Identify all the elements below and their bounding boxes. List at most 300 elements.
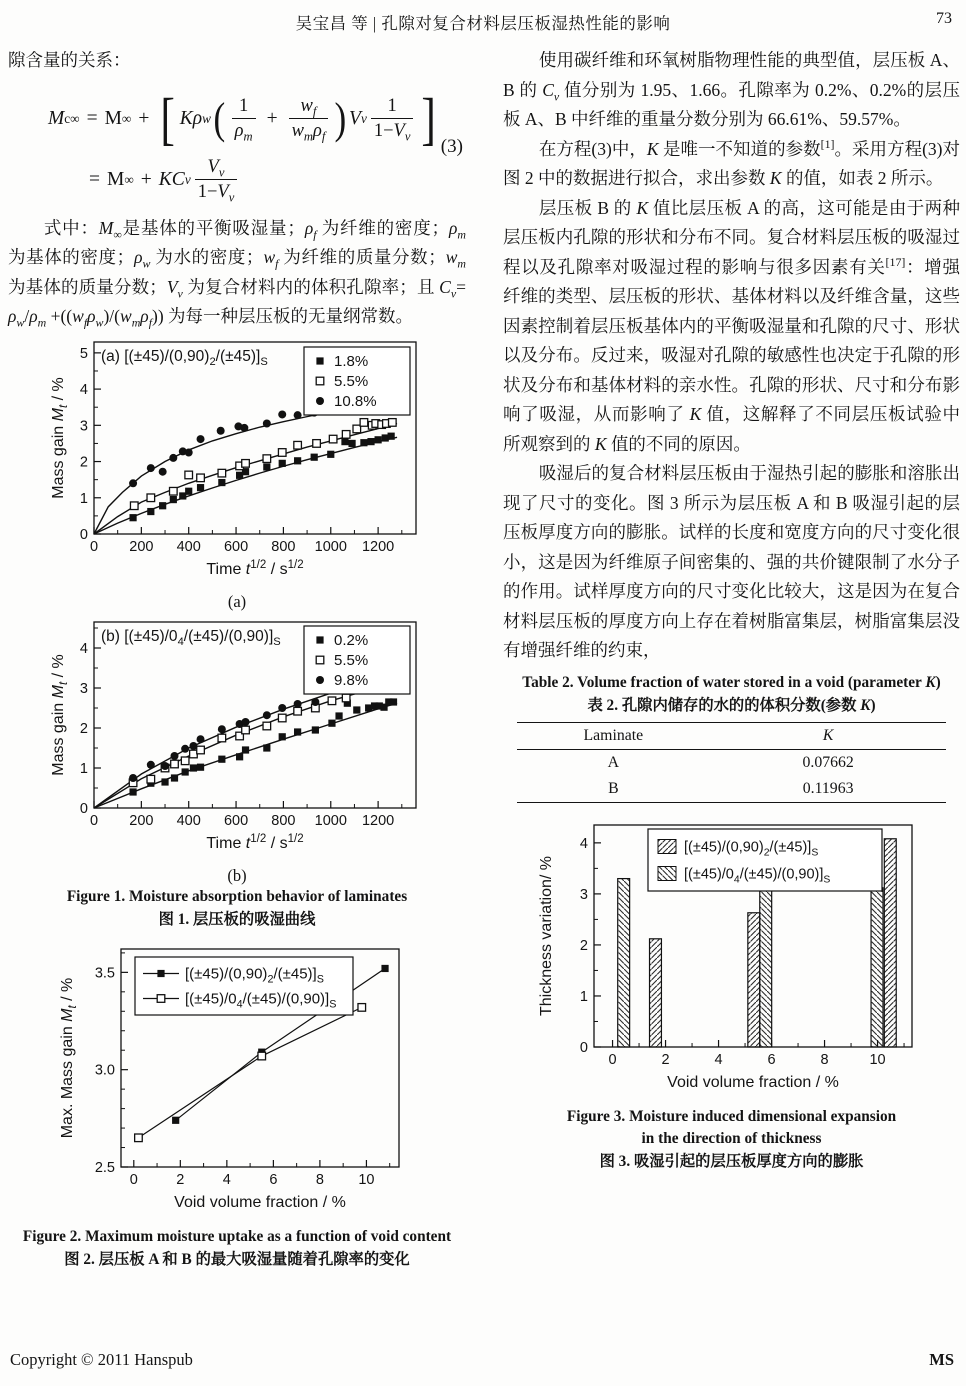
marker-open-square [147, 493, 155, 501]
left-column [8, 46, 466, 1271]
eq-term: V [217, 182, 229, 202]
figure3-chart [536, 815, 928, 1101]
text-segment: 是唯一不知道的参数 [658, 138, 821, 159]
eq-term: V [393, 121, 405, 141]
figure2-chart [57, 937, 417, 1221]
x-tick-label: 1000 [314, 538, 347, 555]
plot-title: (a) $[(\pm 45)/(0,90)_2/(\pm 45)]_S$ [101, 347, 268, 368]
marker-filled-circle [171, 752, 179, 760]
text-segment: 为纤维的密度； [316, 217, 450, 238]
text-segment: 为复合材料内的体积孔隙率；且 [182, 276, 440, 297]
marker-filled-square [335, 712, 342, 719]
marker-filled-circle [316, 397, 324, 405]
text-segment: ρ [8, 306, 17, 326]
text-segment: ρ [29, 306, 38, 326]
marker-filled-square [360, 439, 367, 446]
text-segment: = [456, 276, 467, 297]
y-tick-label: 1 [79, 490, 88, 507]
eq-fraction [289, 94, 329, 143]
text-segment: K [860, 696, 871, 714]
marker-filled-square [129, 788, 136, 795]
plot-title: (b) $[(\pm 45)/0_4/(\pm 45)/(0,90)]_S$ [101, 627, 281, 648]
text-segment: 为纤维的质量分数； [278, 247, 446, 267]
marker-open-square [360, 418, 368, 426]
y-tick-label: 3 [79, 417, 88, 434]
figure2-caption-zh: 图 2. 层压板 A 和 B 的最大吸湿量随着孔隙率的变化 [64, 1250, 410, 1268]
marker-filled-square [367, 438, 374, 445]
figure1b-sublabel: (b) [227, 865, 247, 885]
text-segment: M [98, 217, 114, 238]
marker-open-square [218, 734, 226, 742]
y-tick-label: 4 [579, 835, 588, 852]
y-tick-label: 1 [579, 988, 588, 1005]
marker-filled-square [129, 514, 136, 521]
eq-term: V [207, 156, 219, 177]
x-tick-label: 4 [222, 1171, 231, 1188]
marker-open-square [258, 1052, 266, 1060]
marker-filled-circle [242, 718, 250, 726]
eq-right-bracket: ] [421, 85, 437, 151]
eq-operator: + [140, 168, 152, 190]
text-segment: m [457, 256, 467, 271]
figure-1b [8, 614, 466, 886]
text-segment: w [95, 315, 104, 330]
text-segment: m [131, 315, 141, 330]
equation-line-2: = M ∞ + KC v $\frac{V_v}{1-V_v}$ [48, 152, 441, 208]
table2-head [517, 722, 947, 749]
marker-filled-square [236, 753, 243, 760]
eq-sub: f [321, 129, 326, 144]
x-tick-label: 1200 [361, 812, 395, 829]
marker-filled-square [242, 746, 249, 753]
marker-filled-square [172, 1116, 179, 1123]
text-segment: w [142, 256, 151, 271]
text-segment: Table 2. Volume fraction of water stored in a void (parameter [522, 673, 926, 691]
table2-laminate-b: B [608, 779, 619, 797]
eq-fraction [232, 94, 256, 143]
text-segment: [17] [885, 254, 906, 269]
text-segment: V [166, 276, 178, 297]
marker-filled-square [161, 778, 168, 785]
y-tick-label: 0 [79, 526, 88, 543]
marker-filled-circle [129, 774, 137, 782]
figure2-caption-en: Figure 2. Maximum moisture uptake as a function of void content [22, 1227, 452, 1245]
text-segment: f [148, 315, 152, 330]
equation-3 [8, 86, 466, 208]
bar [649, 938, 661, 1046]
marker-filled-square [197, 763, 204, 770]
text-segment: C [439, 276, 451, 297]
y-axis-label: Thickness variation/ % [537, 855, 555, 1016]
y-tick-label: 5 [79, 345, 88, 362]
fit-curve [94, 437, 397, 534]
paragraph-cv-values [503, 46, 960, 135]
marker-filled-square [390, 698, 397, 705]
legend-label: $[(\pm 45)/0_4/(\pm 45)/(0,90)]_S$ [683, 866, 830, 885]
marker-filled-square [341, 438, 348, 445]
marker-filled-square [294, 728, 301, 735]
x-tick-label: 2 [661, 1051, 670, 1068]
text-segment: ρ [140, 306, 149, 326]
text-segment: 值比层压板 A 的高，这可能是由于两种层压板内孔隙的形状和分布不同。复合材料层压板的吸湿过程以及孔隙率对吸湿过程的影响与很多因素有关 [503, 197, 960, 277]
eq-term: V [349, 107, 361, 129]
eq-operator: + [138, 107, 150, 129]
table2-k-b: 0.11963 [802, 779, 854, 797]
eq-term: M [104, 107, 122, 129]
eq-denominator [289, 118, 329, 143]
bar [617, 878, 629, 1046]
copyright-notice: Copyright © 2011 Hanspub [10, 1350, 193, 1369]
marker-filled-circle [263, 419, 271, 427]
text-segment: w [263, 247, 276, 267]
marker-filled-square [185, 487, 192, 494]
marker-filled-square [316, 357, 323, 364]
marker-open-square [389, 418, 397, 426]
eq-operator: + [266, 107, 278, 129]
marker-open-square [294, 441, 302, 449]
marker-filled-circle [197, 435, 205, 443]
y-tick-label: 3 [579, 886, 588, 903]
x-tick-label: 800 [271, 812, 296, 829]
marker-open-square [130, 501, 138, 509]
text-segment: 使用碳纤维和环氧树脂物理性能的典型值，层压板 A、B 的 [503, 50, 960, 100]
legend-label: $[(\pm 45)/0_4/(\pm 45)/(0,90)]_S$ [185, 990, 337, 1010]
x-tick-label: 10 [868, 1051, 886, 1068]
legend-label: 5.5% [334, 651, 369, 669]
text-segment: [1] [820, 136, 835, 151]
legend-label: 0.2% [334, 631, 369, 649]
x-axis-label: Void volume fraction / % [666, 1073, 839, 1091]
y-axis-label: Max. Mass gain $M_t$ / % [59, 977, 80, 1138]
eq-operator: = [86, 107, 98, 129]
figure3-caption-en-line2: in the direction of thickness [641, 1129, 822, 1147]
legend-label: 9.8% [334, 671, 369, 689]
x-tick-label: 600 [223, 812, 249, 829]
figure1-caption-zh: 图 1. 层压板的吸湿曲线 [158, 910, 316, 928]
eq-term: w [300, 95, 313, 116]
marker-open-square [316, 377, 324, 385]
text-segment: ) [870, 696, 876, 714]
marker-open-square [147, 775, 155, 783]
table-row [517, 776, 947, 803]
marker-open-square [263, 454, 271, 462]
figure3-caption-en-line1: Figure 3. Moisture induced dimensional expansion [566, 1107, 897, 1125]
marker-open-square [181, 757, 189, 765]
text-segment: v [553, 89, 560, 103]
legend-label: $[(\pm 45)/(0,90)_2/(\pm 45)]_S$ [185, 965, 324, 985]
marker-filled-circle [218, 725, 226, 733]
marker-open-square [358, 1003, 366, 1011]
eq-term: ρ [234, 121, 244, 141]
x-tick-label: 6 [767, 1051, 776, 1068]
marker-filled-circle [147, 760, 155, 768]
marker-open-square [135, 1134, 143, 1142]
y-tick-label: 3 [79, 680, 88, 697]
marker-filled-square [159, 502, 166, 509]
legend-swatch [658, 839, 676, 853]
marker-open-square [197, 474, 205, 482]
x-tick-label: 200 [129, 812, 154, 829]
y-tick-label: 3.5 [94, 964, 115, 981]
eq-term: 1− [197, 182, 218, 202]
marker-open-square [313, 439, 321, 447]
eq-term: 1− [373, 121, 394, 141]
legend-label: 10.8% [334, 392, 377, 410]
x-tick-label: 0 [89, 812, 99, 829]
text-segment: K [594, 433, 607, 454]
marker-filled-circle [147, 464, 155, 472]
y-tick-label: 0 [79, 800, 88, 817]
table-row [517, 749, 947, 776]
paragraph-continuation: 隙含量的关系： [8, 50, 131, 70]
text-segment: 为水的密度； [150, 247, 264, 267]
text-segment: w [72, 306, 84, 326]
x-tick-label: 10 [358, 1171, 375, 1188]
figure1a-chart [48, 334, 426, 586]
eq-sub: v [228, 190, 235, 205]
eq-left-bracket: [ [160, 85, 176, 151]
eq-sub: m [303, 129, 313, 144]
eq-operator: = [89, 168, 100, 190]
text-segment: w [445, 247, 458, 267]
series-line [138, 1007, 361, 1137]
x-tick-label: 400 [176, 812, 201, 829]
eq-fraction [195, 155, 238, 204]
table2-header-row [517, 722, 947, 749]
eq-sub: v [218, 165, 225, 180]
text-segment: C [542, 79, 554, 100]
x-tick-label: 0 [129, 1171, 138, 1188]
y-tick-label: 3.0 [94, 1062, 115, 1079]
table2-caption-en [503, 672, 960, 694]
marker-open-square [278, 448, 286, 456]
eq-sub: f [312, 104, 317, 119]
eq-numerator [298, 94, 320, 118]
paragraph-k-comparison [503, 194, 960, 460]
text-segment: w [16, 315, 25, 330]
text-segment: ) [935, 673, 941, 691]
x-tick-label: 600 [223, 538, 249, 555]
marker-open-square [328, 697, 336, 705]
y-axis-label: Mass gain $M_t$ / % [50, 376, 71, 499]
table2-body [517, 749, 947, 802]
x-tick-label: 8 [820, 1051, 829, 1068]
marker-filled-square [263, 463, 270, 470]
eq-numerator [205, 155, 228, 179]
marker-filled-circle [185, 448, 193, 456]
text-segment: ρ [134, 247, 143, 267]
text-segment: 的值，如表 2 所示。 [781, 168, 944, 188]
marker-open-square [171, 760, 179, 768]
text-segment: v [450, 286, 457, 300]
figure-2 [8, 937, 466, 1226]
text-segment: 是基体的平衡吸湿量； [121, 217, 305, 238]
page-number: 73 [936, 10, 952, 27]
text-segment: 。采用方程(3)对图 2 中的数据进行拟合，求出参数 [503, 138, 961, 188]
text-segment: K [769, 168, 782, 188]
marker-filled-square [388, 432, 395, 439]
eq-term: w [291, 121, 304, 141]
eq-denominator [195, 179, 238, 204]
text-segment: / [24, 306, 30, 326]
marker-filled-circle [294, 411, 302, 419]
x-tick-label: 0 [608, 1051, 617, 1068]
x-tick-label: 800 [271, 538, 296, 555]
y-tick-label: 4 [79, 381, 88, 398]
text-segment: 值分别为 1.95、1.66。孔隙率为 0.2%、0.2%的层压板 A、B 中纤维的重量分数分别为 66.61%、59.57%。 [503, 79, 960, 129]
figure1a-sublabel: (a) [227, 591, 247, 611]
marker-filled-square [170, 495, 177, 502]
marker-filled-square [327, 450, 334, 457]
x-tick-label: 0 [89, 538, 99, 555]
y-tick-label: 1 [79, 760, 88, 777]
eq-term: ρ [313, 121, 322, 141]
x-tick-label: 400 [176, 538, 201, 555]
marker-open-square [342, 694, 350, 702]
eq-sub: m [243, 129, 253, 144]
marker-filled-square [279, 459, 286, 466]
marker-filled-square [375, 436, 382, 443]
eq-term: Kρ [179, 107, 203, 129]
marker-filled-circle [278, 410, 286, 418]
figure-3 [503, 815, 960, 1106]
legend-label: 1.8% [334, 352, 369, 370]
text-segment: m [37, 315, 47, 330]
eq-sub: v [404, 129, 411, 144]
marker-filled-circle [161, 762, 169, 770]
text-segment: 层压板 B 的 [538, 197, 637, 218]
marker-filled-circle [240, 423, 248, 431]
text-segment: 为基体的密度； [8, 247, 135, 267]
marker-filled-square [294, 457, 301, 464]
marker-open-square [329, 435, 337, 443]
marker-filled-square [348, 439, 355, 446]
y-tick-label: 0 [579, 1039, 588, 1056]
eq-term: KC [158, 168, 185, 190]
text-segment: 吸湿后的复合材料层压板由于湿热引起的膨胀和溶胀出现了尺寸的变化。图 3 所示为层压板 A 和 B 吸湿引起的层压板厚度方向的膨胀。试样的长度和宽度方向的尺寸变化很小，这是因为纤维原子间密集的、强的共价键限制了水分子的作用。试样厚度方向的尺寸变化比较大，这是因为在复合材料层压板的厚度方向上存在着树脂富集层，树脂富集层没有增强纤维的约束， [503, 463, 960, 660]
marker-filled-square [147, 507, 154, 514]
equation-number: (3) [440, 135, 463, 157]
bar [747, 912, 759, 1046]
figure1b-chart [48, 614, 426, 860]
x-axis-label: Void volume fraction / % [174, 1193, 346, 1211]
marker-filled-square [279, 733, 286, 740]
marker-filled-square [182, 768, 189, 775]
marker-filled-square [316, 636, 323, 643]
marker-filled-circle [278, 704, 286, 712]
text-segment: ρ [304, 217, 314, 238]
marker-filled-circle [189, 742, 197, 750]
paragraph-symbol-definitions [8, 214, 466, 332]
text-segment: K [636, 197, 649, 218]
marker-filled-square [328, 719, 335, 726]
text-segment: f [83, 315, 88, 330]
x-tick-label: 1000 [314, 812, 347, 829]
marker-filled-circle [181, 744, 189, 752]
legend-swatch [658, 866, 676, 880]
table2-col-k: K [822, 726, 834, 744]
figure1-caption-en: Figure 1. Moisture absorption behavior of laminates [66, 887, 408, 905]
text-segment: )/( [103, 306, 120, 326]
text-segment: ∞ [113, 227, 122, 241]
text-segment: K [689, 404, 702, 424]
text-segment: K [925, 673, 936, 691]
legend-label: 5.5% [334, 372, 369, 390]
marker-open-square [316, 656, 324, 664]
y-axis-label: Mass gain $M_t$ / % [50, 653, 71, 776]
eq-denominator [371, 118, 414, 143]
marker-open-square [342, 430, 350, 438]
figure3-caption-zh: 图 3. 吸湿引起的层压板厚度方向的膨胀 [599, 1152, 864, 1170]
x-tick-label: 200 [129, 538, 154, 555]
table-2 [517, 722, 947, 803]
y-tick-label: 2 [79, 454, 88, 471]
marker-filled-circle [311, 698, 319, 706]
marker-filled-square [312, 726, 319, 733]
marker-open-square [263, 722, 271, 730]
table2-col-laminate: Laminate [583, 726, 644, 744]
marker-filled-square [171, 774, 178, 781]
legend-label: $[(\pm 45)/(0,90)_2/(\pm 45)]_S$ [683, 839, 818, 858]
bar [871, 887, 883, 1046]
marker-filled-square [190, 764, 197, 771]
x-tick-label: 6 [269, 1171, 278, 1188]
equation-line-1: M c∞ = M ∞ + [ Kρ w ( $\frac{1}{\rho_m}$ + $\frac{w_f}{w_m\rho_f}$ ) V v $\frac{1}{1-V_v}$ ] [48, 85, 437, 151]
marker-filled-square [263, 744, 270, 751]
eq-left-paren: ( [213, 93, 226, 143]
marker-open-square [294, 707, 302, 715]
text-segment: +(( [46, 306, 73, 326]
bar [884, 838, 896, 1046]
marker-filled-square [311, 453, 318, 460]
table2-k-a: 0.07662 [802, 753, 854, 771]
marker-filled-circle [316, 676, 324, 684]
y-tick-label: 2 [579, 937, 588, 954]
marker-filled-square [197, 484, 204, 491]
marker-open-square [278, 714, 286, 722]
eq-numerator: 1 [387, 95, 397, 116]
marker-open-square [218, 469, 226, 477]
text-segment: ρ [449, 217, 458, 238]
text-segment: ρ [87, 306, 96, 326]
paragraph-dimensional-change [503, 459, 960, 666]
text-segment: m [457, 227, 467, 241]
text-segment: )) 为每一种层压板的无量纲常数。 [152, 306, 414, 326]
eq-denominator [232, 118, 256, 143]
marker-open-square [185, 471, 193, 479]
table2-laminate-a: A [607, 753, 620, 771]
paragraph-parameter-k [503, 135, 960, 194]
marker-open-square [242, 459, 250, 467]
marker-filled-square [353, 706, 360, 713]
marker-open-square [242, 726, 250, 734]
x-axis-label: Time $t^{1/2} / s^{1/2}$ [206, 558, 304, 578]
table2-caption-zh [503, 694, 960, 717]
marker-open-square [197, 746, 205, 754]
text-segment: w [120, 306, 132, 326]
x-tick-label: 1200 [361, 538, 395, 555]
equation-lines [8, 86, 441, 208]
marker-filled-square [157, 969, 164, 976]
marker-filled-circle [159, 467, 167, 475]
bar [759, 887, 771, 1046]
text-segment: K [646, 138, 659, 159]
marker-filled-square [218, 478, 225, 485]
marker-filled-circle [217, 426, 225, 434]
y-tick-label: 4 [79, 640, 88, 657]
marker-filled-square [381, 964, 388, 971]
text-segment: v [177, 286, 183, 300]
